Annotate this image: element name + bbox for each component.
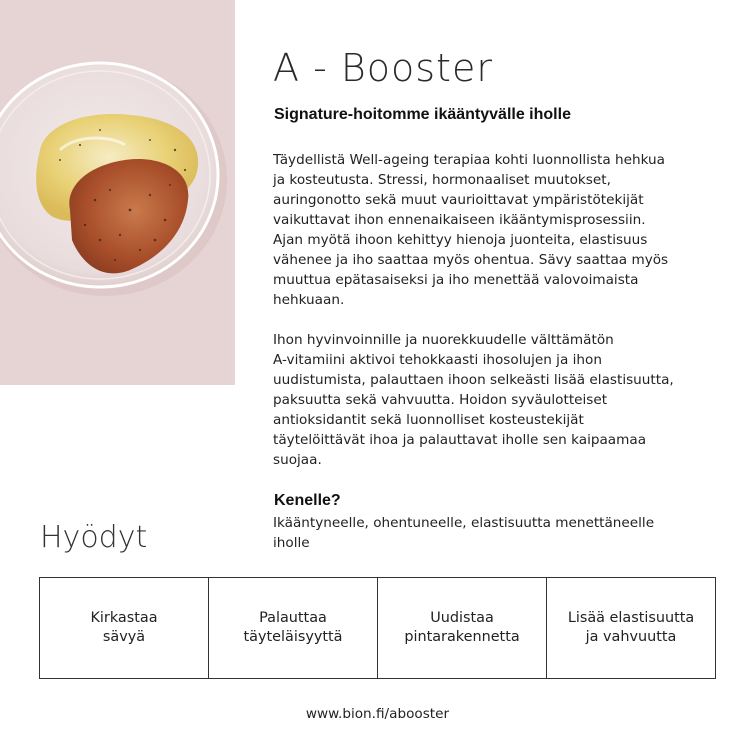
text-line: Täydellistä Well-ageing terapiaa kohti luonnollista hehkua [273, 152, 666, 168]
benefit-line: Palauttaa [259, 610, 327, 626]
benefit-cell [378, 578, 547, 678]
benefit-line: täyteläisyyttä [243, 629, 343, 645]
benefit-line: Kirkastaa [90, 610, 158, 626]
text-line: uudistumista, palauttaen ihoon selkeästi lisää elastisuutta, [273, 372, 674, 388]
page-subtitle: Signature-hoitomme ikääntyvälle iholle [274, 106, 571, 123]
text-line: paksuutta sekä vahvuutta. Hoidon syväulotteiset [273, 392, 608, 408]
product-image [0, 0, 235, 385]
text-line: suojaa. [273, 452, 322, 468]
page-title: A - Booster [273, 46, 493, 90]
benefit-line: sävyä [102, 629, 146, 645]
text-line: muuttua epätasaiseksi ja iho menettää valovoimaista [273, 272, 639, 288]
text-line: Ikääntyneelle, ohentuneelle, elastisuutta menettäneelle [273, 515, 655, 531]
text-line: Ajan myötä ihoon kehittyy hienoja juonteita, elastisuus [273, 232, 648, 248]
text-line: Ihon hyvinvoinnille ja nuorekkuudelle välttämätön [273, 332, 614, 348]
text-line: auringonotto sekä muut vaurioittavat ympäristötekijät [273, 192, 644, 208]
text-line: antioksidantit sekä luonnolliset kosteustekijät [273, 412, 584, 428]
text-line: täytelöittävät ihoa ja palauttavat iholle sen kaipaamaa [273, 432, 647, 448]
text-line: hehkuaan. [273, 292, 345, 308]
text-line: A-vitamiini aktivoi tehokkaasti ihosolujen ja ihon [273, 352, 602, 368]
benefits-table [39, 577, 716, 679]
benefits-heading: Hyödyt [40, 520, 148, 555]
footer-url: www.bion.fi/abooster [305, 706, 450, 722]
text-line: ja kosteutusta. Stressi, hormonaaliset muutokset, [273, 172, 611, 188]
text-line: vähenee ja iho saattaa myös ohentua. Sävy saattaa myös [273, 252, 669, 268]
target-audience-text [273, 513, 713, 553]
serum-dish-illustration [0, 0, 235, 385]
text-line: vaikuttavat ihon ennenaikaiseen ikääntymisprosessiin. [273, 212, 646, 228]
description-paragraph-1 [273, 150, 713, 310]
benefit-cell [40, 578, 209, 678]
benefit-line: ja vahvuutta [585, 629, 677, 645]
benefit-line: pintarakennetta [404, 629, 520, 645]
benefit-line: Lisää elastisuutta [567, 610, 695, 626]
text-line: iholle [273, 535, 310, 551]
description-paragraph-2 [273, 330, 713, 470]
benefit-line: Uudistaa [430, 610, 494, 626]
benefit-cell [209, 578, 378, 678]
benefit-cell [547, 578, 715, 678]
target-audience-heading: Kenelle? [274, 492, 341, 509]
